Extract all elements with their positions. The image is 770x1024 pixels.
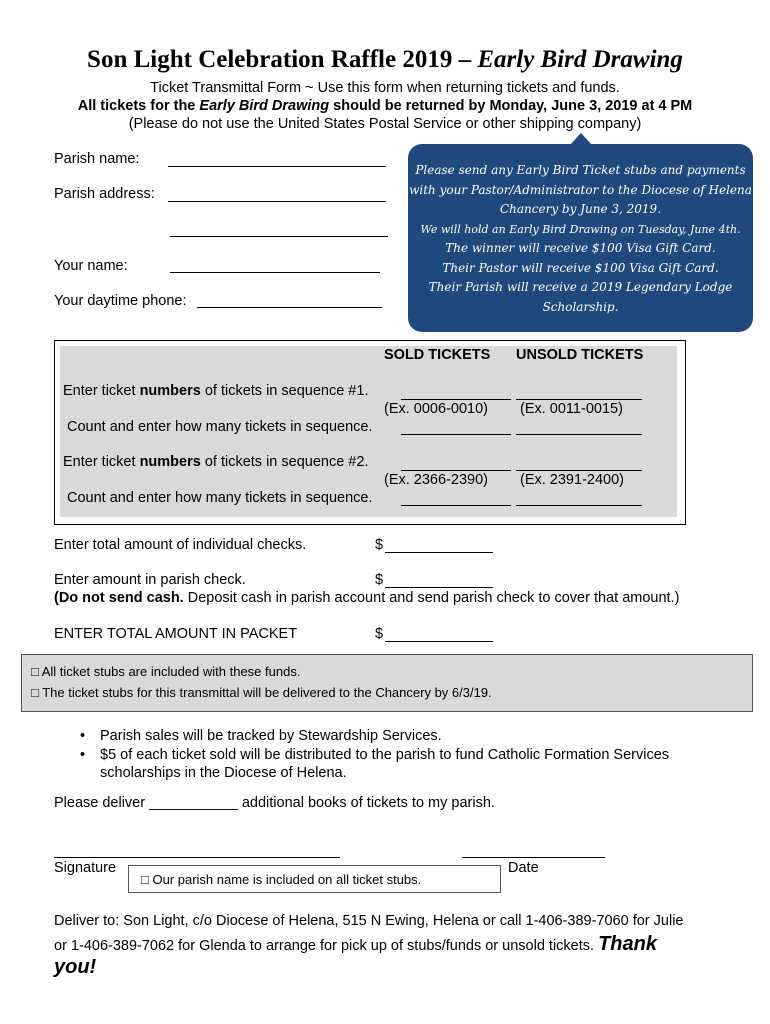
parish-check-dollar: $ bbox=[375, 572, 384, 588]
seq1-post: of tickets in sequence #1. bbox=[200, 383, 369, 399]
count1-sold-field[interactable] bbox=[401, 434, 511, 435]
count2-label: Count and enter how many tickets in sequence. bbox=[67, 490, 373, 506]
cash-note bbox=[54, 590, 679, 606]
seq1-label bbox=[63, 383, 368, 399]
seq1-unsold-field[interactable] bbox=[516, 399, 642, 400]
col-unsold-header: UNSOLD TICKETS bbox=[516, 347, 644, 363]
parish-address-field-1[interactable] bbox=[168, 201, 386, 202]
callout-line-5: The winner will receive $100 Visa Gift Card. bbox=[445, 241, 716, 255]
deadline-em: Early Bird Drawing bbox=[199, 98, 330, 114]
early-bird-callout bbox=[408, 144, 753, 332]
thank-text: Thank bbox=[598, 933, 657, 955]
deliver-books-field[interactable]: ___________ bbox=[149, 795, 238, 811]
deadline-pre: All tickets for the bbox=[77, 98, 200, 114]
daytime-phone-field[interactable] bbox=[197, 307, 382, 308]
seq2-label bbox=[63, 454, 368, 470]
callout-line-1: Please send any Early Bird Ticket stubs and payments bbox=[415, 163, 746, 177]
seq2-example-sold: (Ex. 2366-2390) bbox=[384, 472, 488, 488]
deliver-books-line bbox=[54, 795, 495, 811]
count1-unsold-field[interactable] bbox=[516, 434, 642, 435]
deadline-post: should be returned by Monday, June 3, 2019 at 4 PM bbox=[329, 98, 693, 114]
checks-label: Enter total amount of individual checks. bbox=[54, 537, 307, 553]
parish-name-field[interactable] bbox=[168, 166, 386, 167]
stubs-delivered-checkbox[interactable]: □ The ticket stubs for this transmittal will be delivered to the Chancery by 6/3/19. bbox=[31, 685, 492, 700]
parish-address-label: Parish address: bbox=[54, 186, 155, 202]
parish-name-checkbox-panel bbox=[128, 865, 501, 893]
seq2-pre: Enter ticket bbox=[63, 454, 140, 470]
total-dollar: $ bbox=[375, 626, 384, 642]
title-main: Son Light Celebration Raffle 2019 – bbox=[87, 46, 478, 73]
page-title bbox=[0, 46, 770, 74]
parish-name-checkbox[interactable]: □ Our parish name is included on all ticket stubs. bbox=[141, 872, 422, 887]
footer-line-2-text: or 1-406-389-7062 for Glenda to arrange for pick up of stubs/funds or unsold tickets. bbox=[54, 938, 595, 954]
stubs-checkbox-panel bbox=[21, 654, 753, 712]
seq1-sold-field[interactable] bbox=[401, 399, 511, 400]
callout-line-7: Their Parish will receive a 2019 Legendary Lodge bbox=[428, 280, 733, 294]
deliver-books-pre: Please deliver bbox=[54, 795, 146, 811]
your-name-field[interactable] bbox=[170, 272, 380, 273]
col-sold-header: SOLD TICKETS bbox=[384, 347, 491, 363]
parish-address-field-2[interactable] bbox=[170, 236, 388, 237]
footer-line-2 bbox=[54, 933, 754, 956]
ticket-table bbox=[60, 346, 677, 517]
seq1-example-unsold: (Ex. 0011-0015) bbox=[520, 401, 623, 417]
total-label: ENTER TOTAL AMOUNT IN PACKET bbox=[54, 626, 298, 642]
bullet-2-text-2: scholarships in the Diocese of Helena. bbox=[100, 765, 347, 781]
you-text: you! bbox=[54, 956, 97, 978]
seq1-bold: numbers bbox=[139, 383, 201, 399]
callout-line-8: Scholarship. bbox=[542, 299, 619, 314]
parish-name-label: Parish name: bbox=[54, 151, 140, 167]
daytime-phone-label: Your daytime phone: bbox=[54, 293, 187, 309]
deadline-line bbox=[0, 98, 770, 114]
count2-unsold-field[interactable] bbox=[516, 505, 642, 506]
seq2-unsold-field[interactable] bbox=[516, 470, 642, 471]
your-name-label: Your name: bbox=[54, 258, 128, 274]
parish-check-amount-field[interactable] bbox=[385, 587, 493, 588]
callout-line-4: We will hold an Early Bird Drawing on Tuesday, June 4th. bbox=[420, 222, 741, 236]
deliver-books-post: additional books of tickets to my parish. bbox=[241, 795, 495, 811]
signature-field[interactable] bbox=[54, 857, 340, 858]
seq2-example-unsold: (Ex. 2391-2400) bbox=[520, 472, 624, 488]
shipping-note: (Please do not use the United States Postal Service or other shipping company) bbox=[128, 116, 642, 132]
total-amount-field[interactable] bbox=[385, 641, 493, 642]
cash-note-bold: (Do not send cash. bbox=[54, 590, 184, 606]
date-field[interactable] bbox=[462, 857, 605, 858]
footer-line-1: Deliver to: Son Light, c/o Diocese of Helena, 515 N Ewing, Helena or call 1-406-389-7060 for Julie bbox=[54, 913, 684, 929]
checks-amount-field[interactable] bbox=[385, 552, 493, 553]
seq1-example-sold: (Ex. 0006-0010) bbox=[384, 401, 488, 417]
cash-note-rest: Deposit cash in parish account and send parish check to cover that amount.) bbox=[183, 590, 680, 606]
parish-check-label: Enter amount in parish check. bbox=[54, 572, 246, 588]
title-emphasis: Early Bird Drawing bbox=[477, 46, 683, 73]
bullet-2-text-1: $5 of each ticket sold will be distributed to the parish to fund Catholic Formation Services bbox=[100, 747, 670, 763]
stubs-included-checkbox[interactable]: □ All ticket stubs are included with these funds. bbox=[31, 664, 301, 679]
count2-sold-field[interactable] bbox=[401, 505, 511, 506]
bullet-1: • bbox=[80, 728, 86, 744]
seq2-sold-field[interactable] bbox=[401, 470, 511, 471]
callout-line-2: with your Pastor/Administrator to the Diocese of Helena bbox=[409, 182, 752, 197]
seq1-pre: Enter ticket bbox=[63, 383, 140, 399]
bullet-2: • bbox=[80, 747, 86, 763]
signature-label: Signature bbox=[54, 860, 117, 876]
date-label: Date bbox=[508, 860, 539, 876]
seq2-post: of tickets in sequence #2. bbox=[200, 454, 369, 470]
count1-label: Count and enter how many tickets in sequence. bbox=[67, 419, 373, 435]
callout-line-3: Chancery by June 3, 2019. bbox=[499, 202, 662, 216]
bullet-1-text: Parish sales will be tracked by Stewardship Services. bbox=[100, 728, 442, 744]
checks-dollar: $ bbox=[375, 537, 384, 553]
callout-tip bbox=[570, 133, 592, 145]
callout-line-6: Their Pastor will receive $100 Visa Gift Card. bbox=[442, 260, 719, 275]
seq2-bold: numbers bbox=[139, 454, 201, 470]
subtitle: Ticket Transmittal Form ~ Use this form when returning tickets and funds. bbox=[150, 80, 620, 96]
